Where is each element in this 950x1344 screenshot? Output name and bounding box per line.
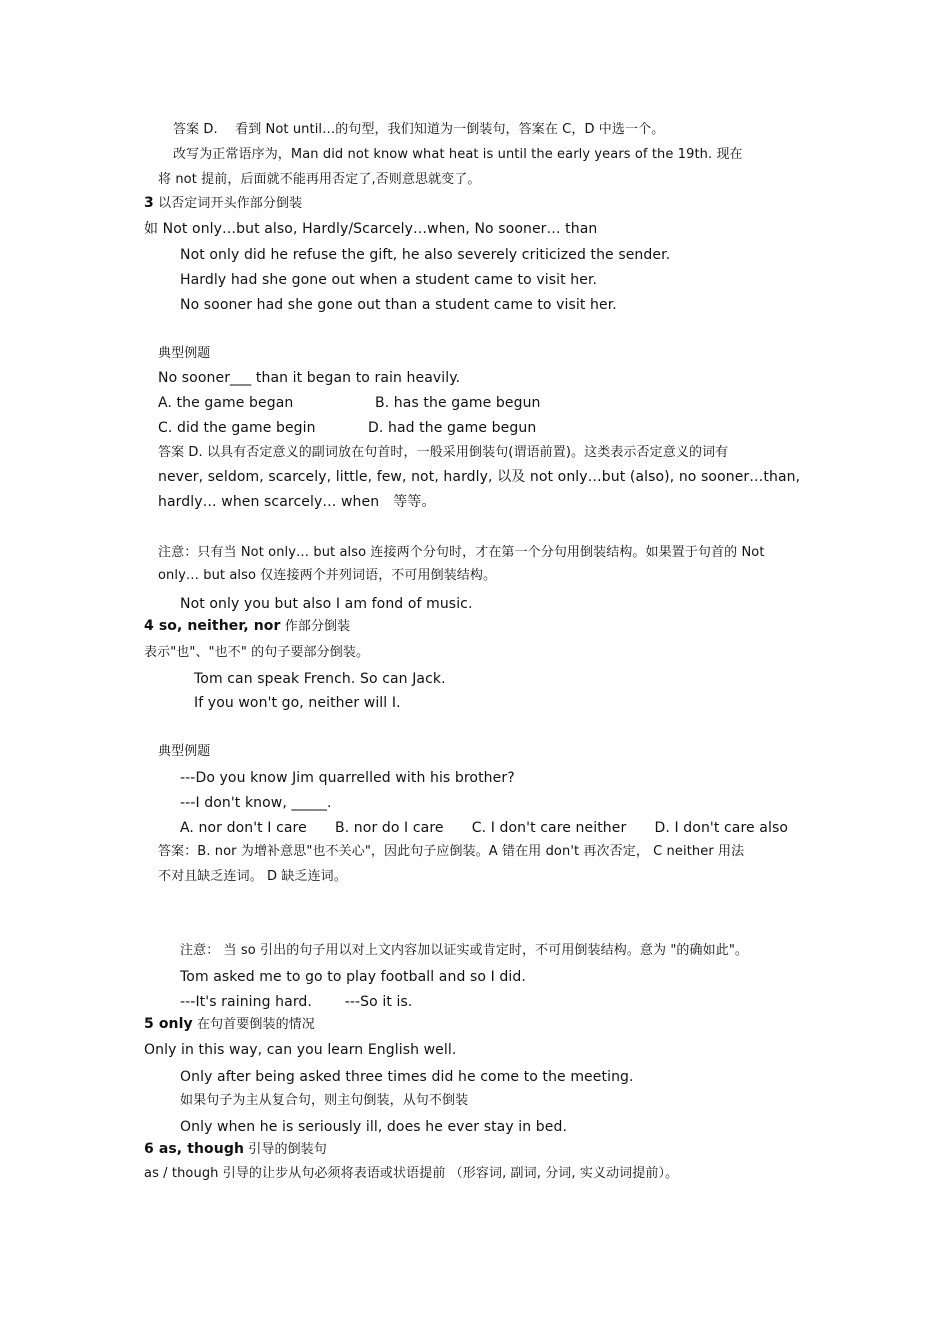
example-sentence: Tom can speak French. So can Jack. (194, 671, 446, 687)
section-intro: 表示"也"、"也不" 的句子要部分倒装。 (144, 645, 370, 660)
section-title: 引导的倒装句 (244, 1142, 327, 1157)
section-intro: 如 Not only…but also, Hardly/Scarcely…when, No sooner… than (144, 221, 598, 237)
example-sentence: Not only you but also I am fond of music. (180, 596, 473, 612)
section-title: 以否定词开头作部分倒装 (153, 196, 303, 211)
option-b: B. has the game begun (375, 395, 541, 411)
example-sentence: Hardly had she gone out when a student came to visit her. (180, 272, 598, 288)
typical-example-label: 典型例题 (158, 744, 211, 759)
section-title: 作部分倒装 (280, 619, 351, 634)
example-sentence: ---It's raining hard. ---So it is. (180, 994, 413, 1010)
section-5-heading (144, 1015, 315, 1034)
example-sentence: Only when he is seriously ill, does he ever stay in bed. (180, 1119, 568, 1135)
note-line: only… but also 仅连接两个并列词语，不可用倒装结构。 (158, 568, 497, 583)
answer-line: never, seldom, scarcely, little, few, not, hardly, 以及 not only…but (also), no sooner…than, (158, 469, 801, 485)
section-title-bold: 6 as, though (144, 1141, 245, 1157)
answer-line: 将 not 提前，后面就不能再用否定了,否则意思就变了。 (158, 172, 481, 187)
example-sentence: Tom asked me to go to play football and so I did. (180, 969, 526, 985)
dialog-line: ---I don't know, _____. (180, 795, 332, 811)
section-6-heading (144, 1140, 327, 1159)
example-sentence: If you won't go, neither will I. (194, 695, 401, 711)
note-line: 如果句子为主从复合句，则主句倒装，从句不倒装 (180, 1093, 469, 1108)
note-line: 注意： 当 so 引出的句子用以对上文内容加以证实或肯定时，不可用倒装结构。意为 "的确如此"。 (180, 943, 749, 958)
option-c: C. did the game begin (158, 420, 316, 436)
section-title: 在句首要倒装的情况 (192, 1017, 315, 1032)
option-d: D. had the game begun (368, 420, 537, 436)
options-line: A. nor don't I care B. nor do I care C. I don't care neither D. I don't care also (180, 820, 789, 836)
example-sentence: Only after being asked three times did he come to the meeting. (180, 1069, 634, 1085)
section-3-heading (144, 194, 302, 213)
section-title-bold: 5 only (144, 1016, 193, 1032)
question-text: No sooner___ than it began to rain heavily. (158, 370, 461, 386)
section-intro: as / though 引导的让步从句必须将表语或状语提前 （形容词, 副词, 分词, 实义动词提前）。 (144, 1166, 679, 1181)
typical-example-label: 典型例题 (158, 346, 211, 361)
answer-line: 改写为正常语序为，Man did not know what heat is until the early years of the 19th. 现在 (173, 147, 743, 162)
section-number: 3 (144, 195, 154, 211)
example-sentence: Not only did he refuse the gift, he also severely criticized the sender. (180, 247, 671, 263)
example-sentence: Only in this way, can you learn English well. (144, 1042, 457, 1058)
section-4-heading (144, 617, 350, 636)
answer-line: hardly… when scarcely… when 等等。 (158, 494, 436, 510)
answer-line: 答案 D. 看到 Not until…的句型，我们知道为一倒装句，答案在 C，D 中选一个。 (173, 122, 665, 137)
section-title-bold: 4 so, neither, nor (144, 618, 281, 634)
answer-line: 不对且缺乏连词。 D 缺乏连词。 (158, 869, 347, 884)
answer-line: 答案：B. nor 为增补意思"也不关心"，因此句子应倒装。A 错在用 don't 再次否定， C neither 用法 (158, 844, 745, 859)
example-sentence: No sooner had she gone out than a student came to visit her. (180, 297, 617, 313)
option-a: A. the game began (158, 395, 294, 411)
answer-line: 答案 D. 以具有否定意义的副词放在句首时，一般采用倒装句(谓语前置)。这类表示否定意义的词有 (158, 445, 729, 460)
dialog-line: ---Do you know Jim quarrelled with his brother? (180, 770, 515, 786)
note-line: 注意：只有当 Not only… but also 连接两个分句时，才在第一个分句用倒装结构。如果置于句首的 Not (158, 545, 765, 560)
